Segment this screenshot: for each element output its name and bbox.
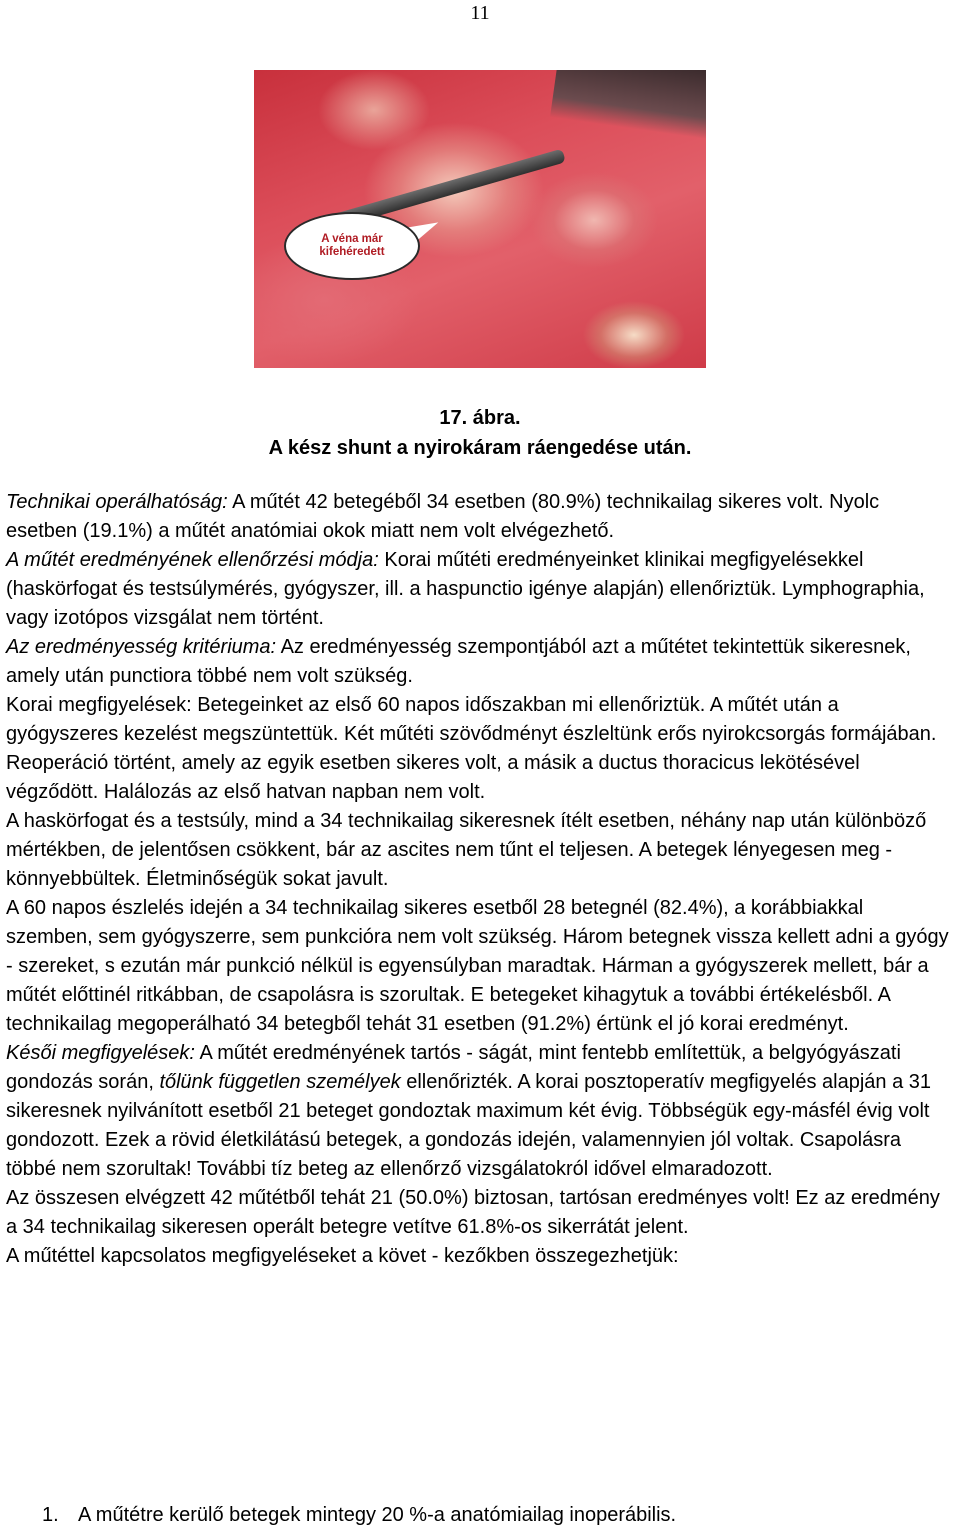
page-number: 11 (470, 2, 490, 24)
paragraph-text: A műtét 42 betegéből 34 esetben (80.9%) technikailag sikeres volt. Nyolc esetben (19.1%) a műtét anatómiai okok miatt nem volt elvégezhető. (6, 491, 880, 542)
paragraph-label: Késői megfigyelések: (6, 1042, 195, 1064)
bubble-text-line1: A véna már (321, 233, 383, 245)
figure-caption (0, 403, 960, 463)
figure-number: 17. ábra. (439, 407, 521, 429)
paragraph-text: A műtét eredményének tartós - ságát, mint fentebb említettük, a belgyógyászati gondozás során, (6, 1042, 901, 1093)
paragraph (6, 488, 954, 546)
list-item-number: 1. (42, 1504, 59, 1526)
figure-title: A kész shunt a nyirokáram ráengedése után. (268, 437, 692, 459)
list-item (42, 1501, 942, 1530)
paragraph-text: Korai műtéti eredményeinket klinikai megfigyelésekkel (haskörfogat és testsúlymérés, gyógyszer, ill. a haspunctio igénye alapján) ellenőriztük. Lymphographia, vagy izotópos vizsgálat nem történt. (6, 549, 925, 629)
speech-bubble (284, 212, 420, 280)
paragraph: A műtéttel kapcsolatos megfigyeléseket a követ - kezőkben összegezhetjük: (6, 1245, 679, 1267)
paragraph: Korai megfigyelések: Betegeinket az első 60 napos időszakban mi ellenőriztük. A műtét után a gyógyszeres kezelést megszüntettük. Két műtéti szövődményt észleltünk erős nyirokcsorgás formájában. Reoperáció történt, amely az egyik esetben sikeres volt, a másik a ductus thoracicus lekötésével végződött. Halálozás az első hatvan napban nem volt. (6, 694, 937, 803)
bubble-text-line2: kifehéredett (319, 246, 385, 258)
paragraph-text: Az eredményesség szempontjából azt a műtétet tekintettük sikeresnek, amely után punctiora többé nem volt szükség. (6, 636, 911, 687)
surgical-photo (254, 70, 706, 368)
body-text (6, 488, 954, 1271)
retractor-shape (550, 70, 706, 142)
paragraph: Az összesen elvégzett 42 műtétből tehát 21 (50.0%) biztosan, tartósan eredményes volt! Ez az eredmény a 34 technikailag sikeresen operált betegre vetítve 61.8%-os sikerrátát jelent. (6, 1187, 940, 1238)
paragraph-emphasis: tőlünk független személyek (159, 1071, 401, 1093)
paragraph (6, 1039, 954, 1184)
paragraph (6, 633, 954, 691)
numbered-list (42, 1501, 942, 1530)
paragraph: A haskörfogat és a testsúly, mind a 34 technikailag sikeresnek ítélt esetben, néhány nap után különböző mértékben, de jelentősen csökkent, bár az ascites nem tűnt el teljesen. A betegek lényegesen meg - könnyebbültek. Életminőségük sokat javult. (6, 810, 927, 890)
paragraph: A 60 napos észlelés idején a 34 technikailag sikeres esetből 28 betegnél (82.4%), a korábbiakkal szemben, sem gyógyszerre, sem punkcióra nem volt szükség. Három betegnek vissza kellett adni a gyógy - szereket, s ezután már punkció nélkül is egyensúlyban maradtak. Hárman a gyógyszerek mellett, bár a műtét előttinél ritkábban, de csapolásra is szorultak. E betegeket kihagytuk a további értékelésből. A technikailag megoperálható 34 betegből tehát 31 esetben (91.2%) értünk el jó korai eredményt. (6, 897, 949, 1035)
paragraph (6, 546, 954, 633)
paragraph-label: Az eredményesség kritériuma: (6, 636, 277, 658)
paragraph-text: ellenőrizték. A korai posztoperatív megfigyelés alapján a 31 sikeresnek nyilvánított esetből 21 beteget gondoztak maximum két évig. Többségük egy-másfél évig volt gondozott. Ezek a rövid életkilátású betegek, a gondozás idején, valamennyien jól voltak. Csapolásra többé nem szorultak! További tíz beteg az ellenőrző vizsgálatokról idővel elmaradozott. (6, 1071, 931, 1180)
paragraph-label: A műtét eredményének ellenőrzési módja: (6, 549, 379, 571)
list-item-text: A műtétre kerülő betegek mintegy 20 %-a anatómiailag inoperábilis. (78, 1504, 677, 1526)
paragraph-label: Technikai operálhatóság: (6, 491, 228, 513)
